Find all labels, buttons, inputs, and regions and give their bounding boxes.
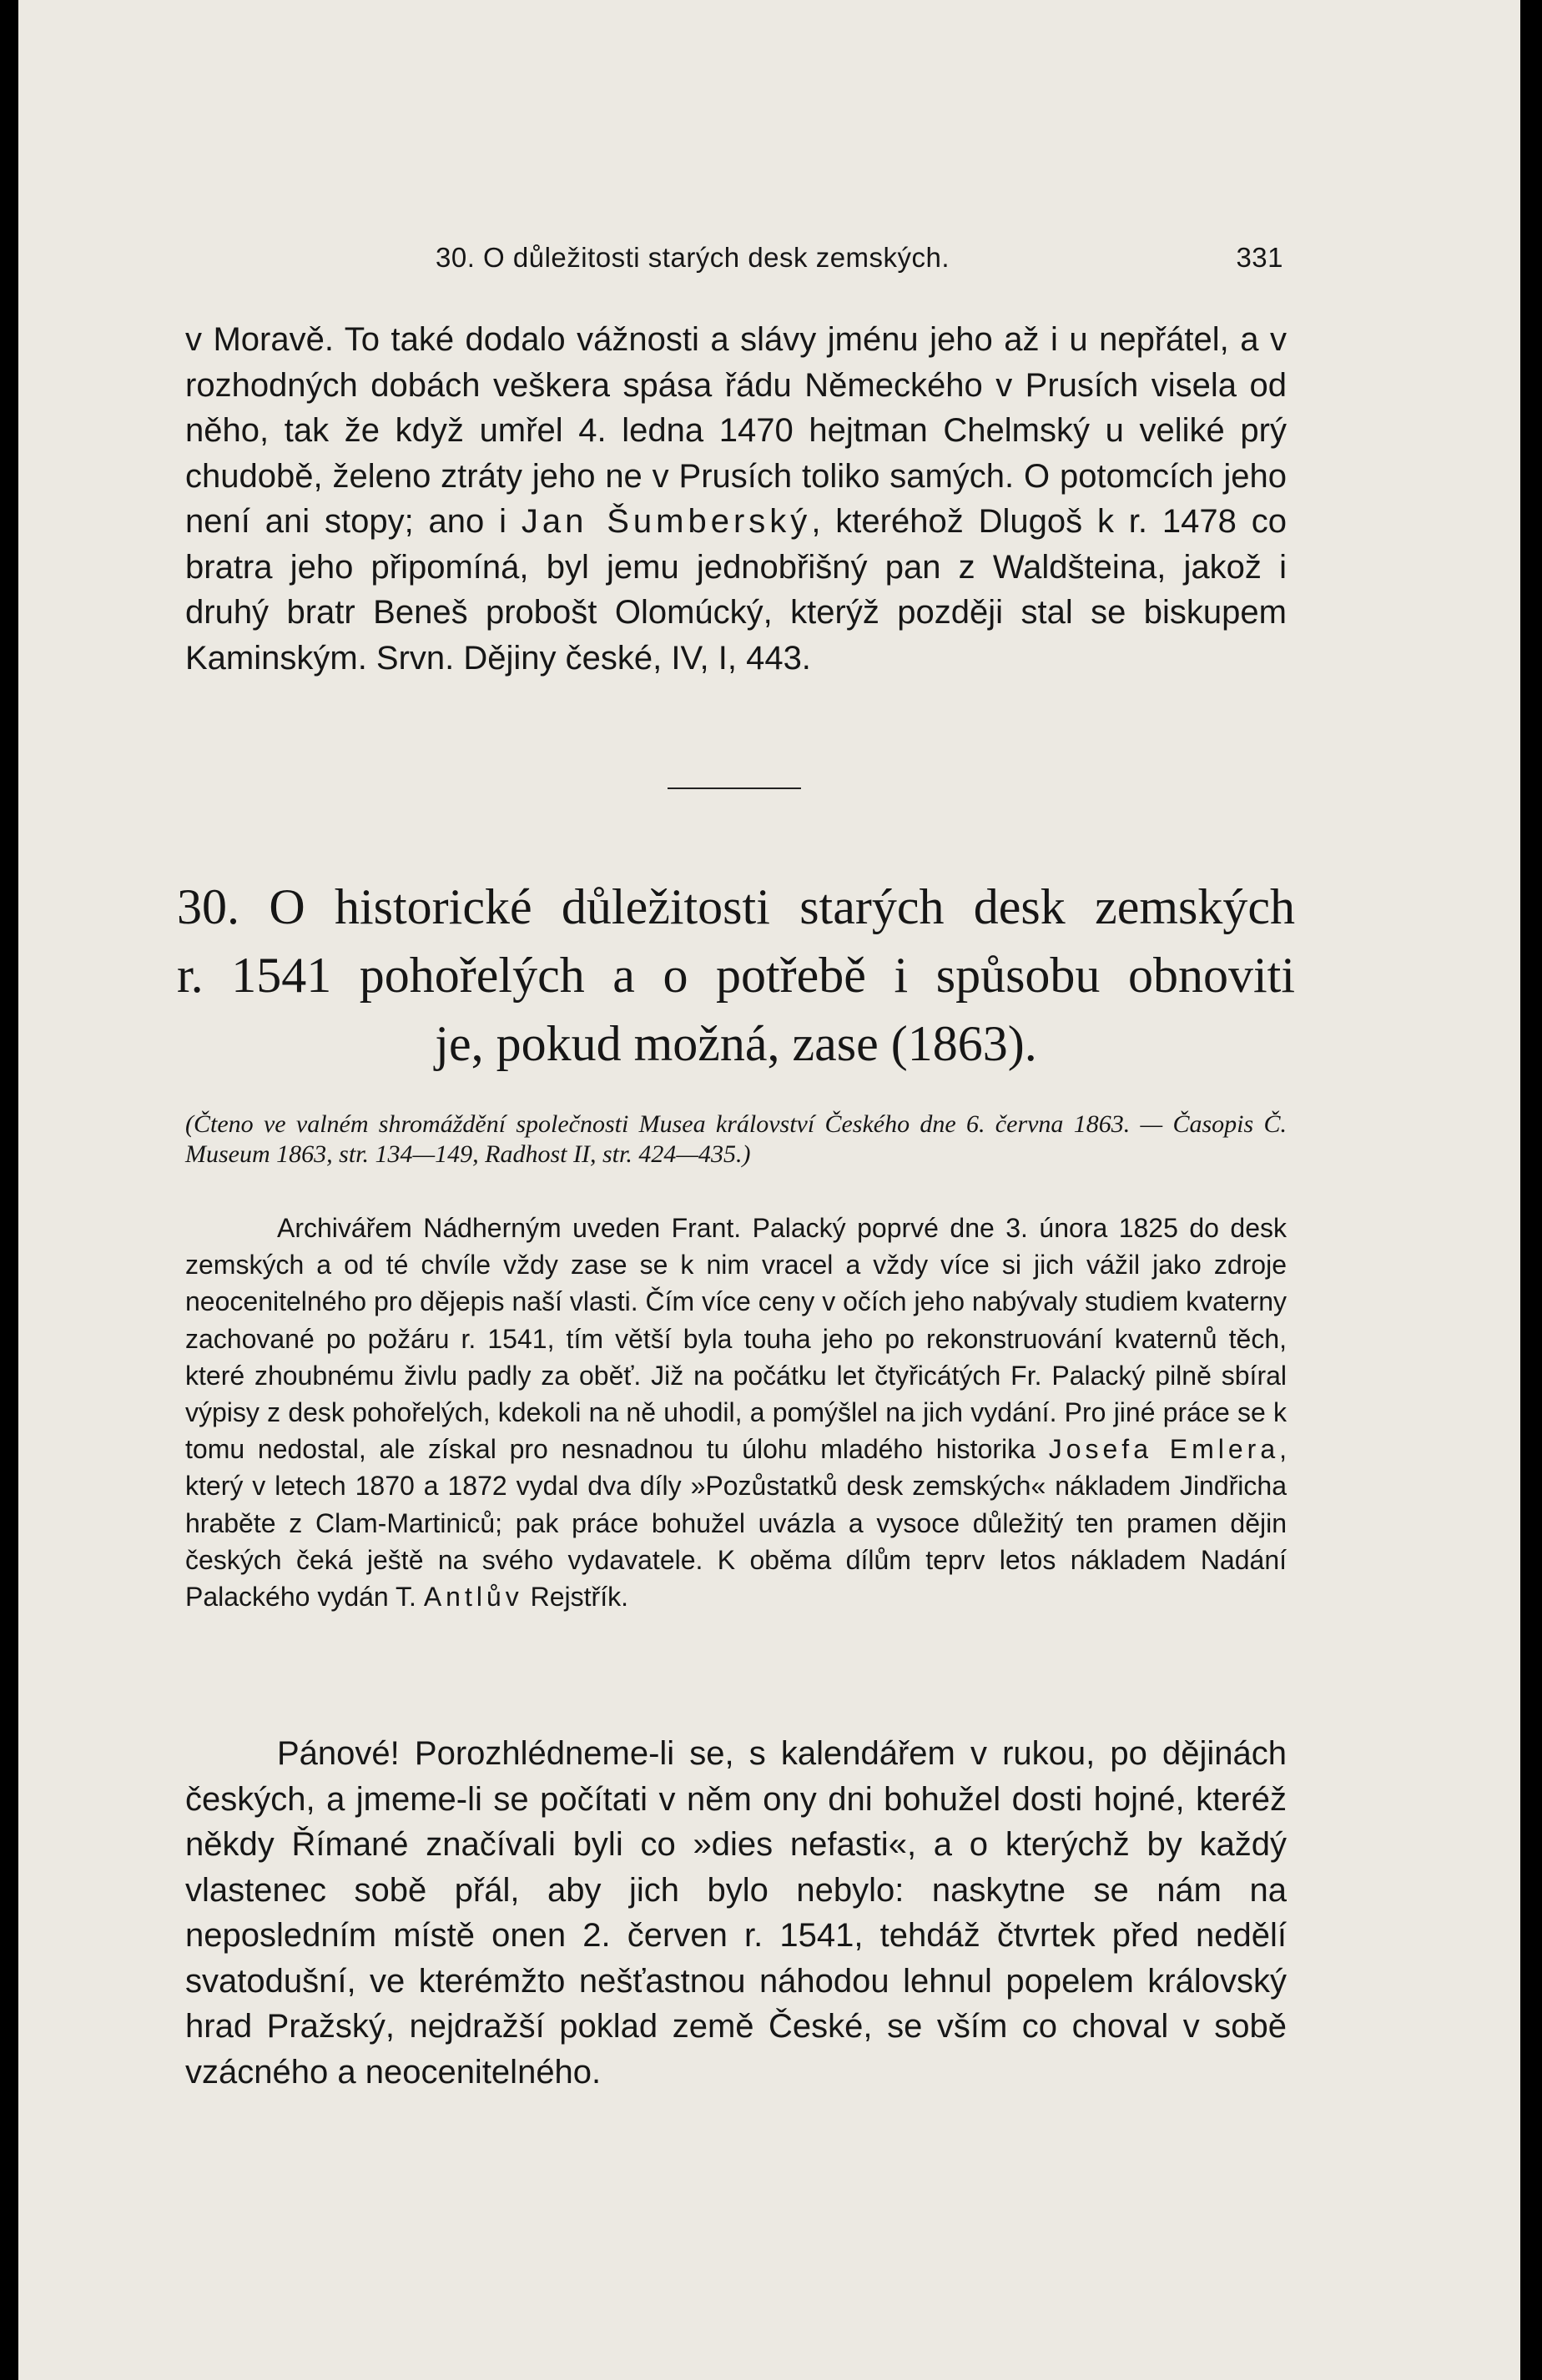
heading-line-2: r. 1541 pohořelých a o potřebě i spůsobu obnoviti [177, 948, 1295, 1003]
section-divider [668, 787, 801, 789]
heading-line-1: 30. O historické důležitosti starých desk zemských [177, 879, 1295, 934]
editor-note-name-1: Josefa Emlera [1048, 1434, 1280, 1465]
editor-note [185, 1210, 1287, 1615]
chapter-heading [177, 873, 1295, 1078]
editor-note-text-c: Rejstřík. [522, 1582, 628, 1613]
carryover-text-a: v Moravě. To také dodalo vážnosti a slávy jménu jeho až i u nepřátel, a v rozhodných dobách veškera spása řádu Německého v Prusích visela od něho, tak že když umřel 4. ledna 1470 hejtman Chelmský u veliké prý chudobě, želeno ztráty jeho ne v Prusích toliko samých. O potomcích jeho není ani stopy; ano i [185, 321, 1287, 540]
book-page [18, 0, 1520, 2380]
running-title: 30. O důležitosti starých desk zemských. [436, 242, 950, 273]
body-text [185, 1731, 1287, 2095]
carryover-text-b: , kteréhož Dlugoš k r. 1478 co bratra jeho připomíná, byl jemu jednobřišný pan z Waldšteina, jakož i druhý bratr Beneš probošt Olomúcký, kterýž později stal se biskupem Kaminským. Srvn. Dějiny české, IV, I, 443. [185, 503, 1287, 677]
editor-note-name-2: Antlův [423, 1582, 523, 1613]
carryover-paragraph [185, 317, 1287, 681]
carryover-name: Jan Šumberský [521, 503, 812, 540]
editor-note-paragraph [185, 1210, 1287, 1615]
body-paragraph: Pánové! Porozhlédneme-li se, s kalendářem v rukou, po dějinách českých, a jmeme-li se počítati v něm ony dni bohužel dosti hojné, kteréž někdy Římané značívali byli co »dies nefasti«, a o kterýchž by každý vlastenec sobě přál, aby jich bylo nebylo: naskytne se nám na neposledním místě onen 2. červen r. 1541, tehdáž čtvrtek před nedělí svatodušní, ve kterémžto nešťastnou náhodou lehnul popelem královský hrad Pražský, nejdražší poklad země České, se vším co choval v sobě vzácného a neocenitelného. [185, 1735, 1287, 2091]
editor-note-text-b: , který v letech 1870 a 1872 vydal dva díly »Pozůstatků desk zemských« nákladem Jindřicha hraběte z Clam-Martiniců; pak práce bohužel uvázla a vysoce důležitý ten pramen dějin českých čeká ještě na svého vydavatele. K oběma dílům teprv letos nákladem Nadání Palackého vydán T. [185, 1434, 1288, 1613]
page-number: 331 [1236, 242, 1283, 273]
editor-note-text-a: Archivářem Nádherným uveden Frant. Palacký poprvé dne 3. února 1825 do desk zemských a od té chvíle vždy zase se k nim vracel a vždy více si jich vážil jako zdroje neocenitelného pro dějepis naší vlasti. Čím více ceny v očích jeho nabývaly studiem kvaterny zachované po požáru r. 1541, tím větší byla touha jeho po rekonstruování kvaternů těch, které zhoubnému živlu padly za oběť. Již na počátku let čtyřicátých Fr. Palacký pilně sbíral výpisy z desk pohořelých, kdekoli na ně uhodil, a pomýšlel na jich vydání. Pro jiné práce se k tomu nedostal, ale získal pro nesnadnou tu úlohu mladého historika [185, 1213, 1287, 1465]
source-note: (Čteno ve valném shromáždění společnosti Musea království Českého dne 6. června 1863. — Časopis Č. Museum 1863, str. 134—149, Radhost II, str. 424—435.) [185, 1110, 1287, 1168]
heading-line-3: je, pokud možná, zase (1863). [435, 1016, 1037, 1071]
